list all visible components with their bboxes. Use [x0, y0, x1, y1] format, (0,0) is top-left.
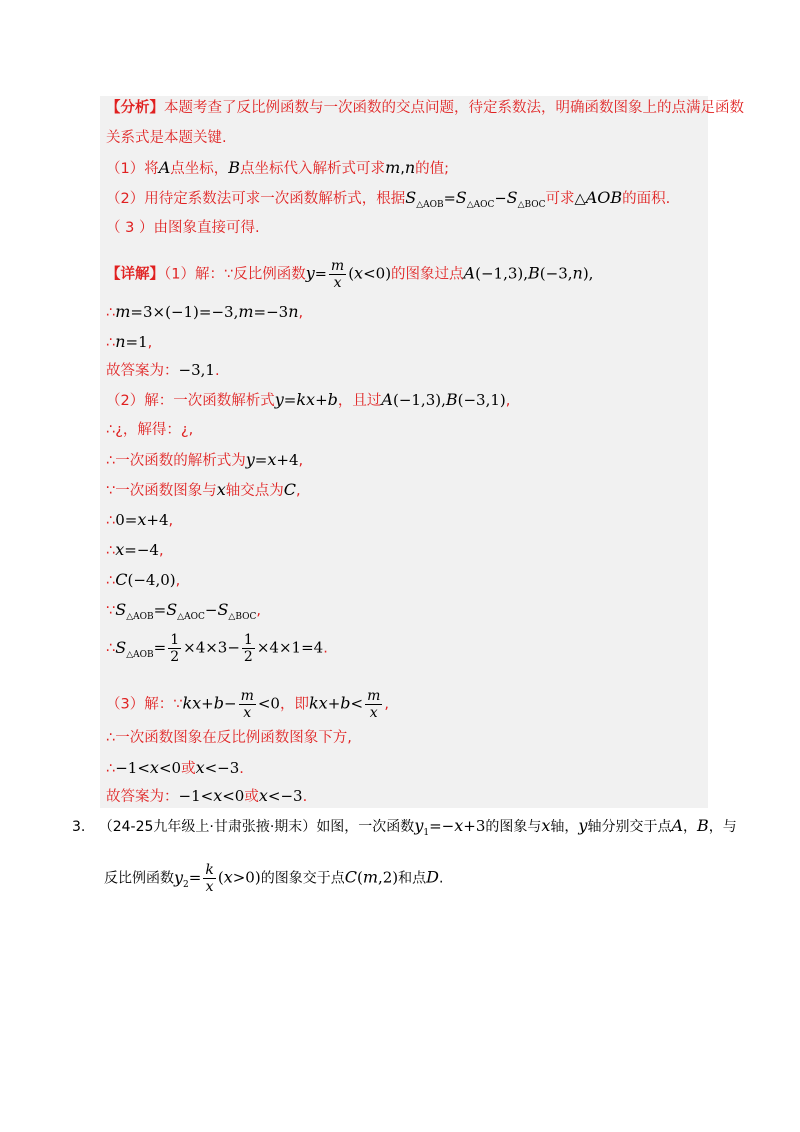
detail-line-3: ∴n=1,	[106, 332, 153, 351]
question-3-line-1: 3. （24-25九年级上·甘肃张掖·期末）如图，一次函数$y_1=-x+3$的图象与x轴，y轴分别交于点A，B，与	[72, 816, 737, 839]
detail-line-2: ∴m=3×(−1)=−3,m=−3n,	[106, 302, 304, 321]
detail-line-9: ∴0=x+4,	[106, 510, 174, 529]
analysis-line-2: 关系式是本题关键.	[106, 130, 227, 146]
question-source: （24-25九年级上·甘肃张掖·期末）	[98, 819, 317, 835]
detail-line-8: ∵一次函数图象与x轴交点为C,	[106, 480, 301, 499]
detail-line-17: 故答案为：−1<x<0或x<−3.	[106, 786, 308, 805]
analysis-step-2: （2）用待定系数法可求一次函数解析式，根据$S_{\triangle AOB}=S_{\triangle AOC}-S_{\triangle BOC}$可求△AOB的面积.	[106, 188, 671, 211]
detail-line-15: ∴一次函数图象在反比例函数图象下方,	[106, 730, 352, 746]
detail-line-5: （2）解：一次函数解析式y=kx+b，且过A(−1,3),B(−3,1),	[106, 390, 511, 409]
analysis-line-1: 【分析】本题考查了反比例函数与一次函数的交点问题，待定系数法，明确函数图象上的点满足函数	[106, 100, 744, 116]
detail-tag: 【详解】	[106, 266, 164, 283]
detail-line-14: （3）解：∵kx+b− $\frac{m}{x}$ <0，即kx+b< $\frac{m}{x}$ ,	[106, 688, 389, 721]
detail-line-4: 故答案为：−3,1.	[106, 361, 220, 379]
detail-line-12: $\because S_{\triangle AOB}=S_{\triangle AOC}-S_{\triangle BOC}$,	[106, 600, 261, 623]
analysis-tag: 【分析】	[106, 100, 164, 116]
detail-line-1: 【详解】（1）解：∵反比例函数y= $\frac{m}{x}$ (x<0)的图象过点A(−1,3),B(−3,n),	[106, 258, 594, 291]
analysis-step-3: （ 3 ）由图象直接可得.	[106, 220, 260, 236]
detail-line-11: ∴C(−4,0),	[106, 570, 181, 589]
question-number: 3.	[72, 819, 86, 835]
detail-line-16: ∴−1<x<0或x<−3.	[106, 758, 244, 777]
question-3-line-2: 反比例函数$y_2=$ $\frac{k}{x}$ (x>0)的图象交于点C(m,2)和点D.	[104, 862, 444, 895]
detail-line-13: $\therefore S_{\triangle AOB}=$ $\frac{1}{2}$ ×4×3− $\frac{1}{2}$ ×4×1=4.	[106, 632, 328, 665]
detail-line-10: ∴x=−4,	[106, 540, 164, 559]
analysis-step-1: （1）将A点坐标，B点坐标代入解析式可求m,n的值;	[106, 158, 450, 177]
detail-line-6: ∴¿，解得：¿,	[106, 422, 194, 438]
detail-line-7: ∴一次函数的解析式为y=x+4,	[106, 450, 304, 469]
